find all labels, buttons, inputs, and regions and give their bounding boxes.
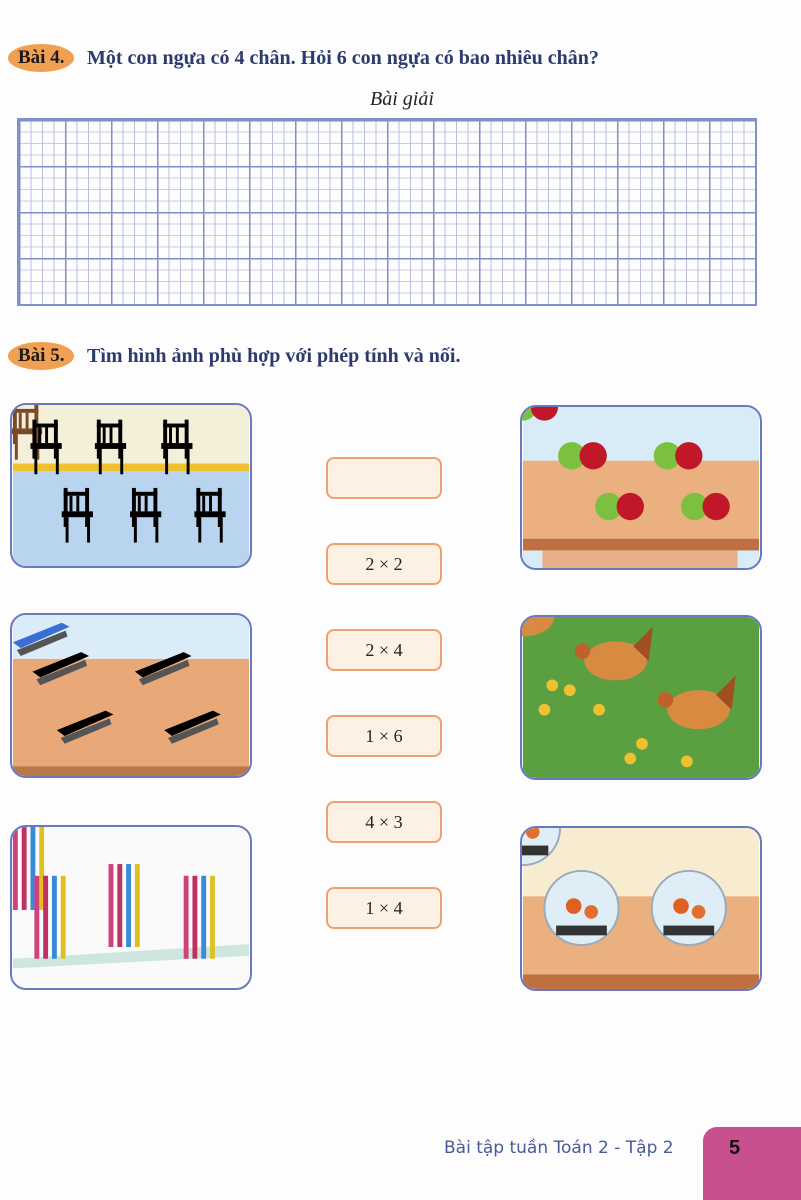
exercise-4-badge: Bài 4. [8,44,74,72]
expression-box-blank[interactable] [326,457,442,499]
page-number-tab [703,1127,801,1200]
staplers-image[interactable] [10,613,252,778]
apples-image[interactable] [520,405,762,570]
book-title: Bài tập tuần Toán 2 - Tập 2 [444,1138,674,1158]
expression-box-2x2[interactable]: 2 × 2 [326,543,442,585]
expression-box-2x4[interactable]: 2 × 4 [326,629,442,671]
exercise-4-question: Một con ngựa có 4 chân. Hỏi 6 con ngựa có bao nhiêu chân? [87,47,599,69]
expression-box-4x3[interactable]: 4 × 3 [326,801,442,843]
answer-grid[interactable] [17,118,757,306]
toothbrushes-image[interactable] [10,825,252,990]
chairs-image[interactable] [10,403,252,568]
exercise-5-question: Tìm hình ảnh phù hợp với phép tính và nối. [87,345,461,367]
page-number: 5 [729,1137,741,1159]
solution-label: Bài giải [370,88,434,110]
expression-box-1x4[interactable]: 1 × 4 [326,887,442,929]
fishbowls-image[interactable] [520,826,762,991]
hens-and-chicks-image[interactable] [520,615,762,780]
expression-box-1x6[interactable]: 1 × 6 [326,715,442,757]
exercise-5-badge: Bài 5. [8,342,74,370]
